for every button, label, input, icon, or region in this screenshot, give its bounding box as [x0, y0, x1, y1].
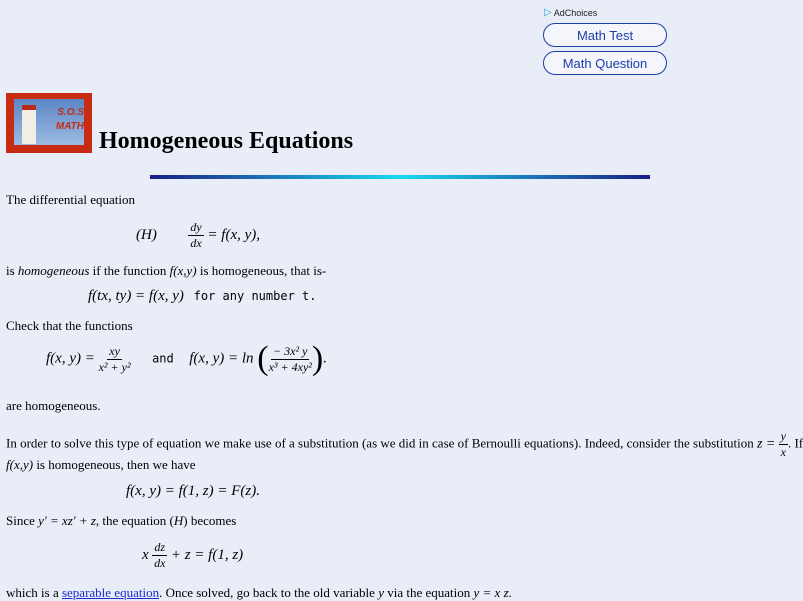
logo-text-line2: MATH [55, 121, 84, 132]
lighthouse-icon [22, 105, 36, 144]
math-question-button[interactable]: Math Question [543, 51, 667, 75]
substitution-equation: f(x, y) = f(1, z) = F(z). [126, 483, 260, 499]
conclusion-paragraph: which is a separable equation. Once solved, go back to the old variable y via the equation y = x z. [6, 585, 512, 600]
substitution-paragraph: In order to solve this type of equation we make use of a substitution (as we did in case of Bernoulli equations). Indeed, consider the substitution z = $\frac{y}{x}$ . If [6, 429, 803, 459]
derivative-fraction: $\frac{dy}{dx}$ [190, 220, 202, 250]
separable-form-equation: x $\frac{dz}{dx}$ + z = f(1, z) [142, 540, 244, 570]
substitution-paragraph-cont: f(x,y) is homogeneous, then we have [6, 457, 196, 472]
homogeneous-paragraph: are homogeneous. [6, 398, 101, 413]
definition-paragraph: is homogeneous if the function f(x,y) is homogeneous, that is- [6, 263, 327, 278]
intro-paragraph: The differential equation [6, 192, 135, 207]
adchoices-link[interactable] [544, 7, 597, 18]
adchoices-icon: ▷ [544, 7, 552, 18]
math-test-button[interactable]: Math Test [543, 23, 667, 47]
since-paragraph: Since y' = xz' + z, the equation (H) becomes [6, 513, 237, 528]
page-title: Homogeneous Equations [99, 128, 354, 154]
example-functions: f(x, y) = $\frac{xy}{\text{x² + y²}}$ and f(x, y) = ln ( $\frac{\text{− 3x² y}}{\text{x³ + 4xy²}}$ ). [46, 340, 327, 377]
equation-h [136, 220, 260, 251]
logo-text-line1: S.O.S [57, 107, 84, 118]
check-paragraph: Check that the functions [6, 318, 133, 333]
equation-rhs: = f(x, y), [207, 226, 261, 243]
adchoices-label: AdChoices [553, 7, 598, 18]
separable-equation-link[interactable]: separable equation [61, 585, 160, 600]
homogeneity-equation: f(tx, ty) = f(x, y) for any number t. [88, 288, 317, 304]
equation-label: (H) [136, 226, 157, 243]
sos-math-logo[interactable] [6, 93, 92, 153]
title-divider [150, 175, 650, 179]
